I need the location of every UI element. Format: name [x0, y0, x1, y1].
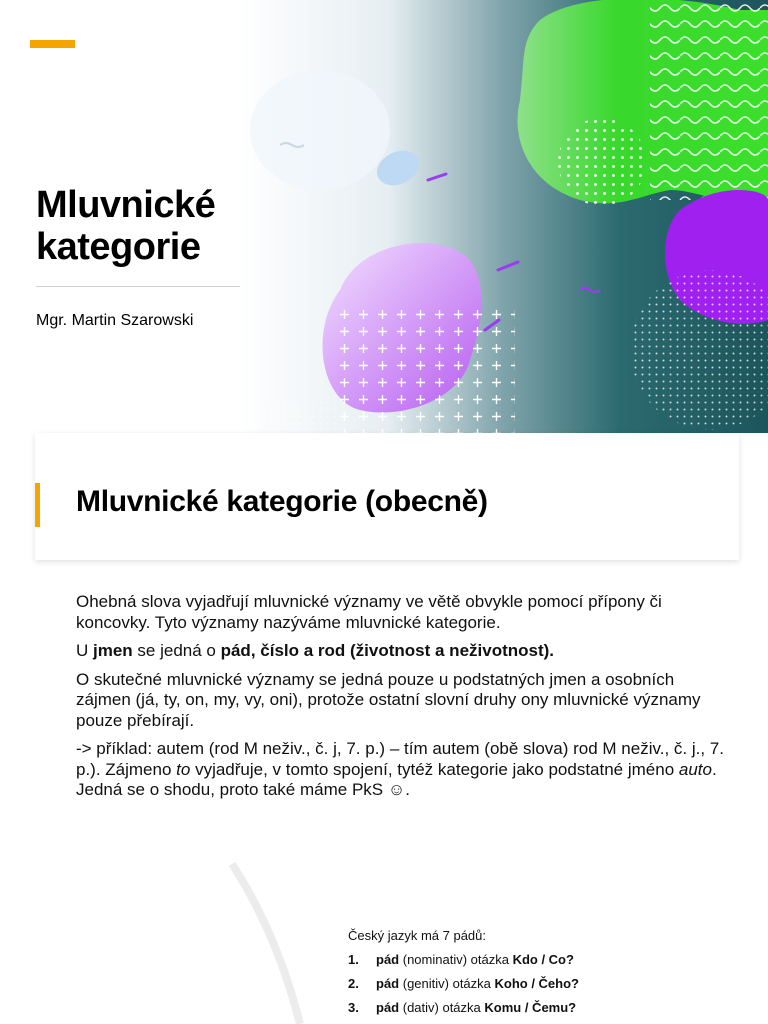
case-name: (genitiv) otázka: [399, 976, 495, 991]
case-pad: pád: [376, 1000, 400, 1015]
paragraph-1: Ohebná slova vyjadřují mluvnické významy ve větě obvykle pomocí přípony či koncovky. Tyto významy nazýváme mluvnické kategorie.: [76, 592, 662, 632]
case-name: (nominativ) otázka: [399, 952, 513, 967]
para4-to: to: [176, 759, 191, 779]
para2-jmen: jmen: [93, 641, 133, 660]
case-question: Koho / Čeho?: [494, 976, 579, 991]
title-line-1: Mluvnické: [36, 184, 216, 226]
slide-title: [36, 184, 215, 268]
cases-intro: Český jazyk má 7 pádů:: [348, 928, 487, 943]
para2-mid: se jedná o: [132, 641, 221, 660]
paragraph-2: [76, 641, 726, 662]
title-slide: [0, 0, 768, 433]
para4-auto: auto: [678, 759, 712, 779]
title-line-2: kategorie: [36, 226, 201, 268]
para4-a: -> příklad: autem (rod M neživ., č. j, 7. p.) – tím autem (obě slova) rod M neživ., č. j., 7. p.). Zájmeno: [76, 739, 724, 779]
case-question: Komu / Čemu?: [484, 1000, 577, 1015]
case-number: 3.: [348, 1000, 359, 1015]
case-number: 2.: [348, 976, 359, 991]
case-question: Kdo / Co?: [512, 952, 574, 967]
paragraph-4: [76, 739, 726, 801]
paragraph-3: O skutečné mluvnické významy se jedná pouze u podstatných jmen a osobních zájmen (já, ty, on, my, vy, oni), protože ostatní slovní druhy ony mluvnické významy pouze přebírají.: [76, 669, 701, 730]
case-pad: pád: [376, 976, 400, 991]
case-name: (dativ) otázka: [399, 1000, 485, 1015]
accent-bar: [30, 40, 75, 48]
case-pad: pád: [376, 952, 400, 967]
author-name: Mgr. Martin Szarowski: [36, 312, 194, 329]
decorative-artwork: [240, 0, 768, 433]
case-number: 1.: [348, 952, 359, 967]
slide-body: [76, 592, 726, 809]
cases-list-block: [348, 928, 579, 1024]
header-accent-bar: [35, 483, 40, 527]
cases-list: [348, 952, 579, 1016]
para4-b: vyjadřuje, v tomto spojení, tytéž kategorie jako podstatné jméno: [190, 759, 679, 779]
section-header-card: [35, 433, 739, 560]
para2-categories: pád, číslo a rod (životnost a neživotnost).: [220, 641, 555, 660]
para4-c: . Jedná se o shodu, proto také máme PkS ☺.: [76, 759, 717, 799]
para2-pre: U: [76, 641, 93, 660]
section-heading: Mluvnické kategorie (obecně): [76, 485, 488, 518]
list-item: [348, 1000, 579, 1016]
list-item: [348, 952, 579, 968]
list-item: [348, 976, 579, 992]
